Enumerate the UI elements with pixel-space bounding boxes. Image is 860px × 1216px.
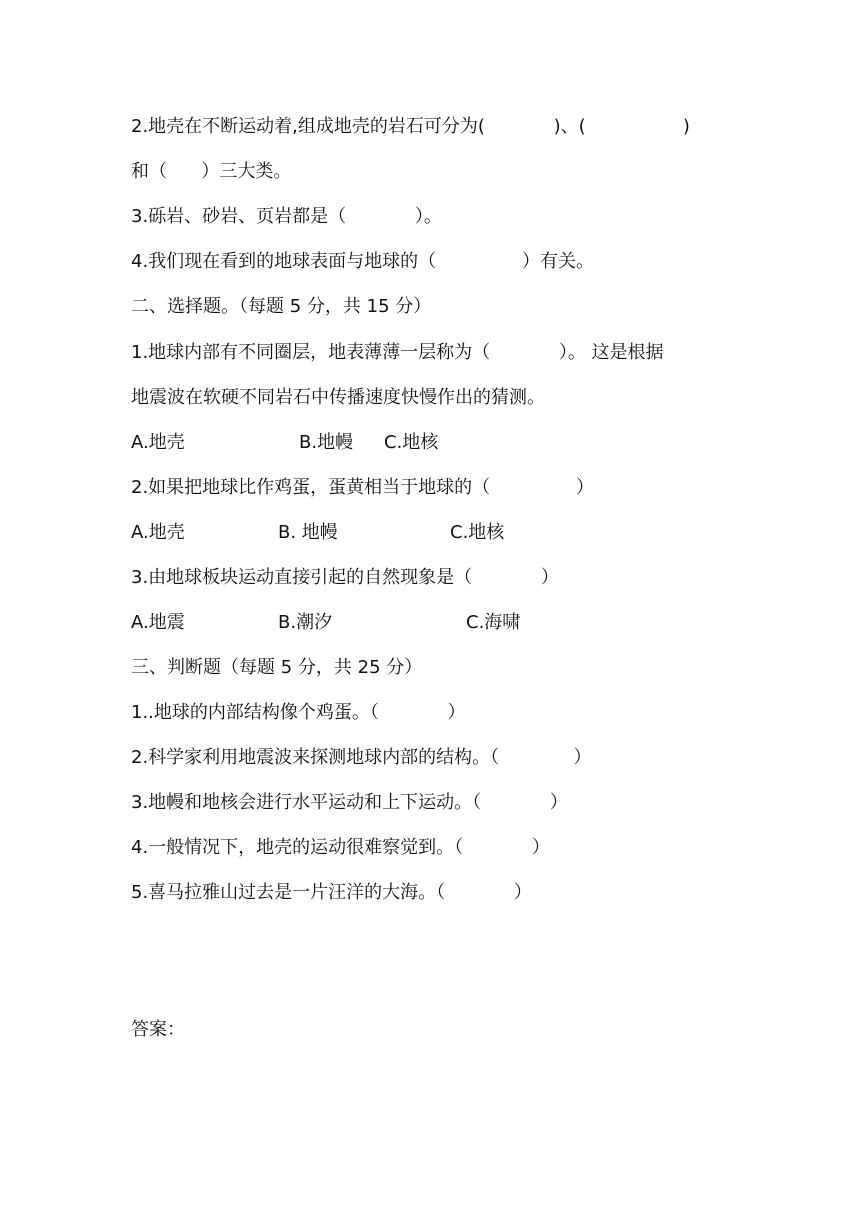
fill-q3: 3.砾岩、砂岩、页岩都是（ ）。 <box>131 206 442 227</box>
choice-q2-option-b: B. 地幔 <box>278 522 338 543</box>
choice-q1-option-a: A.地壳 <box>131 432 185 453</box>
choice-q2: 2.如果把地球比作鸡蛋，蛋黄相当于地球的（ ） <box>131 477 594 498</box>
choice-q3-option-a: A.地震 <box>131 612 185 633</box>
choice-q1-option-b: B.地幔 <box>299 432 354 453</box>
judge-item: 1..地球的内部结构像个鸡蛋。（ ） <box>131 702 466 723</box>
fill-q4: 4.我们现在看到的地球表面与地球的（ ）有关。 <box>131 251 594 272</box>
choice-q1-option-c: C.地核 <box>384 432 439 453</box>
choice-heading: 二、选择题。（每题 5 分，共 15 分） <box>131 296 432 317</box>
choice-q1-line2: 地震波在软硬不同岩石中传播速度快慢作出的猜测。 <box>131 387 545 408</box>
fill-q2-line1: 2.地壳在不断运动着,组成地壳的岩石可分为( )、( ) <box>131 116 690 137</box>
judge-item: 5.喜马拉雅山过去是一片汪洋的大海。（ ） <box>131 882 532 903</box>
choice-q2-option-a: A.地壳 <box>131 522 185 543</box>
choice-q1-line1: 1.地球内部有不同圈层，地表薄薄一层称为（ ）。 这是根据 <box>131 342 664 363</box>
answer-label: 答案： <box>131 1019 185 1040</box>
judge-item: 3.地幔和地核会进行水平运动和上下运动。（ ） <box>131 792 568 813</box>
judge-heading: 三、判断题（每题 5 分，共 25 分） <box>131 657 423 678</box>
fill-q2-line2: 和（ ）三大类。 <box>131 161 292 182</box>
choice-q3: 3.由地球板块运动直接引起的自然现象是（ ） <box>131 567 559 588</box>
choice-q3-option-c: C.海啸 <box>466 612 521 633</box>
judge-item: 2.科学家利用地震波来探测地球内部的结构。（ ） <box>131 747 592 768</box>
judge-item: 4.一般情况下，地壳的运动很难察觉到。（ ） <box>131 837 550 858</box>
choice-q3-option-b: B.潮汐 <box>278 612 333 633</box>
choice-q2-option-c: C.地核 <box>450 522 505 543</box>
